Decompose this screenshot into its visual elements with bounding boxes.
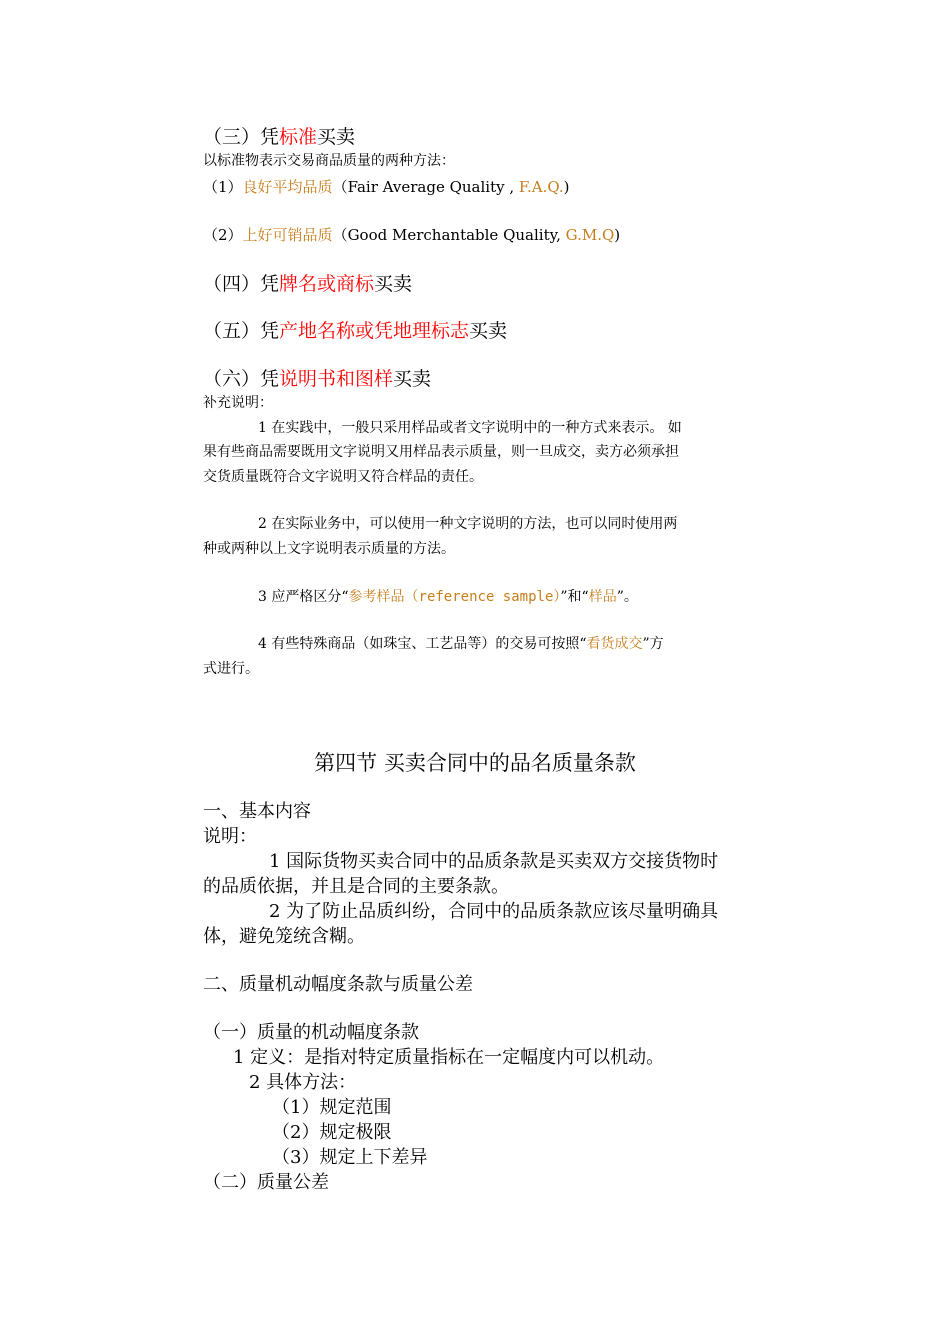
- basic-content-heading: 一、基本内容: [203, 801, 311, 822]
- heading-highlight: 标准: [279, 126, 318, 148]
- highlight-reference-sample: 参考样品（reference sample）: [348, 589, 561, 605]
- section-title: 第四节 买卖合同中的品名质量条款: [314, 751, 636, 775]
- heading-prefix: （四）凭: [203, 273, 280, 295]
- method-limit: （2）规定极限: [272, 1122, 392, 1143]
- note-text: ”方: [642, 636, 664, 652]
- supplement-label: 补充说明：: [203, 395, 273, 411]
- heading-suffix: 买卖: [393, 368, 432, 390]
- method-item-2: [203, 226, 620, 244]
- item-abbr: G.M.Q: [565, 226, 615, 244]
- sub-heading-1: （一）质量的机动幅度条款: [203, 1022, 419, 1043]
- note-4-line-1: [258, 636, 664, 653]
- method-range: （1）规定范围: [272, 1097, 392, 1118]
- heading-highlight: 牌名或商标: [279, 273, 375, 295]
- method-difference: （3）规定上下差异: [272, 1147, 428, 1168]
- heading-part-four: [203, 273, 412, 296]
- note-3: [258, 589, 638, 606]
- highlight-sample: 样品: [588, 589, 617, 605]
- definition-line: 1 定义：是指对特定质量指标在一定幅度内可以机动。: [233, 1047, 665, 1068]
- explain-p1-line-2: 的品质依据，并且是合同的主要条款。: [203, 876, 509, 897]
- note-text: 4 有些特殊商品（如珠宝、工艺品等）的交易可按照“: [258, 636, 587, 652]
- heading-highlight: 产地名称或凭地理标志: [279, 320, 470, 342]
- note-2-line-2: 种或两种以上文字说明表示质量的方法。: [203, 541, 455, 557]
- heading-prefix: （六）凭: [203, 368, 280, 390]
- item-number: （1）: [203, 178, 243, 196]
- item-number: （2）: [203, 226, 243, 244]
- heading-suffix: 买卖: [469, 320, 508, 342]
- item-name: 上好可销品质: [242, 226, 333, 244]
- item-abbr: F.A.Q.: [518, 178, 564, 196]
- part-three-intro: 以标准物表示交易商品质量的两种方法：: [203, 153, 455, 169]
- item-english: Fair Average Quality ,: [347, 178, 519, 196]
- paren-close: ): [563, 178, 570, 196]
- note-1-line-3: 交货质量既符合文字说明又符合样品的责任。: [203, 469, 483, 485]
- explain-p2-line-1: 2 为了防止品质纠纷，合同中的品质条款应该尽量明确具: [269, 901, 719, 922]
- explain-label: 说明：: [203, 826, 257, 847]
- note-2-line-1: 2 在实际业务中，可以使用一种文字说明的方法，也可以同时使用两: [258, 516, 678, 532]
- note-text: ”。: [616, 589, 638, 605]
- note-1-line-2: 果有些商品需要既用文字说明又用样品表示质量，则一旦成交，卖方必须承担: [203, 444, 679, 460]
- heading-part-three: [203, 126, 355, 149]
- paren-close: ): [614, 226, 621, 244]
- heading-prefix: （五）凭: [203, 320, 280, 342]
- methods-line: 2 具体方法：: [249, 1072, 357, 1093]
- item-english: Good Merchantable Quality,: [347, 226, 566, 244]
- heading-suffix: 买卖: [374, 273, 413, 295]
- heading-two: 二、质量机动幅度条款与质量公差: [203, 974, 473, 995]
- heading-suffix: 买卖: [317, 126, 356, 148]
- paren-open: （: [332, 226, 348, 244]
- paren-open: （: [332, 178, 348, 196]
- note-4-line-2: 式进行。: [203, 661, 259, 677]
- heading-highlight: 说明书和图样: [279, 368, 394, 390]
- note-1-line-1: 1 在实践中，一般只采用样品或者文字说明中的一种方式来表示。 如: [258, 420, 682, 436]
- method-item-1: [203, 178, 570, 196]
- sub-heading-2: （二）质量公差: [203, 1172, 329, 1193]
- note-text: 3 应严格区分“: [258, 589, 349, 605]
- item-name: 良好平均品质: [242, 178, 333, 196]
- note-text: ”和“: [560, 589, 589, 605]
- heading-part-five: [203, 320, 507, 343]
- heading-prefix: （三）凭: [203, 126, 280, 148]
- explain-p2-line-2: 体，避免笼统含糊。: [203, 926, 365, 947]
- explain-p1-line-1: 1 国际货物买卖合同中的品质条款是买卖双方交接货物时: [269, 851, 719, 872]
- heading-part-six: [203, 368, 431, 391]
- highlight-inspection-trade: 看货成交: [586, 636, 643, 652]
